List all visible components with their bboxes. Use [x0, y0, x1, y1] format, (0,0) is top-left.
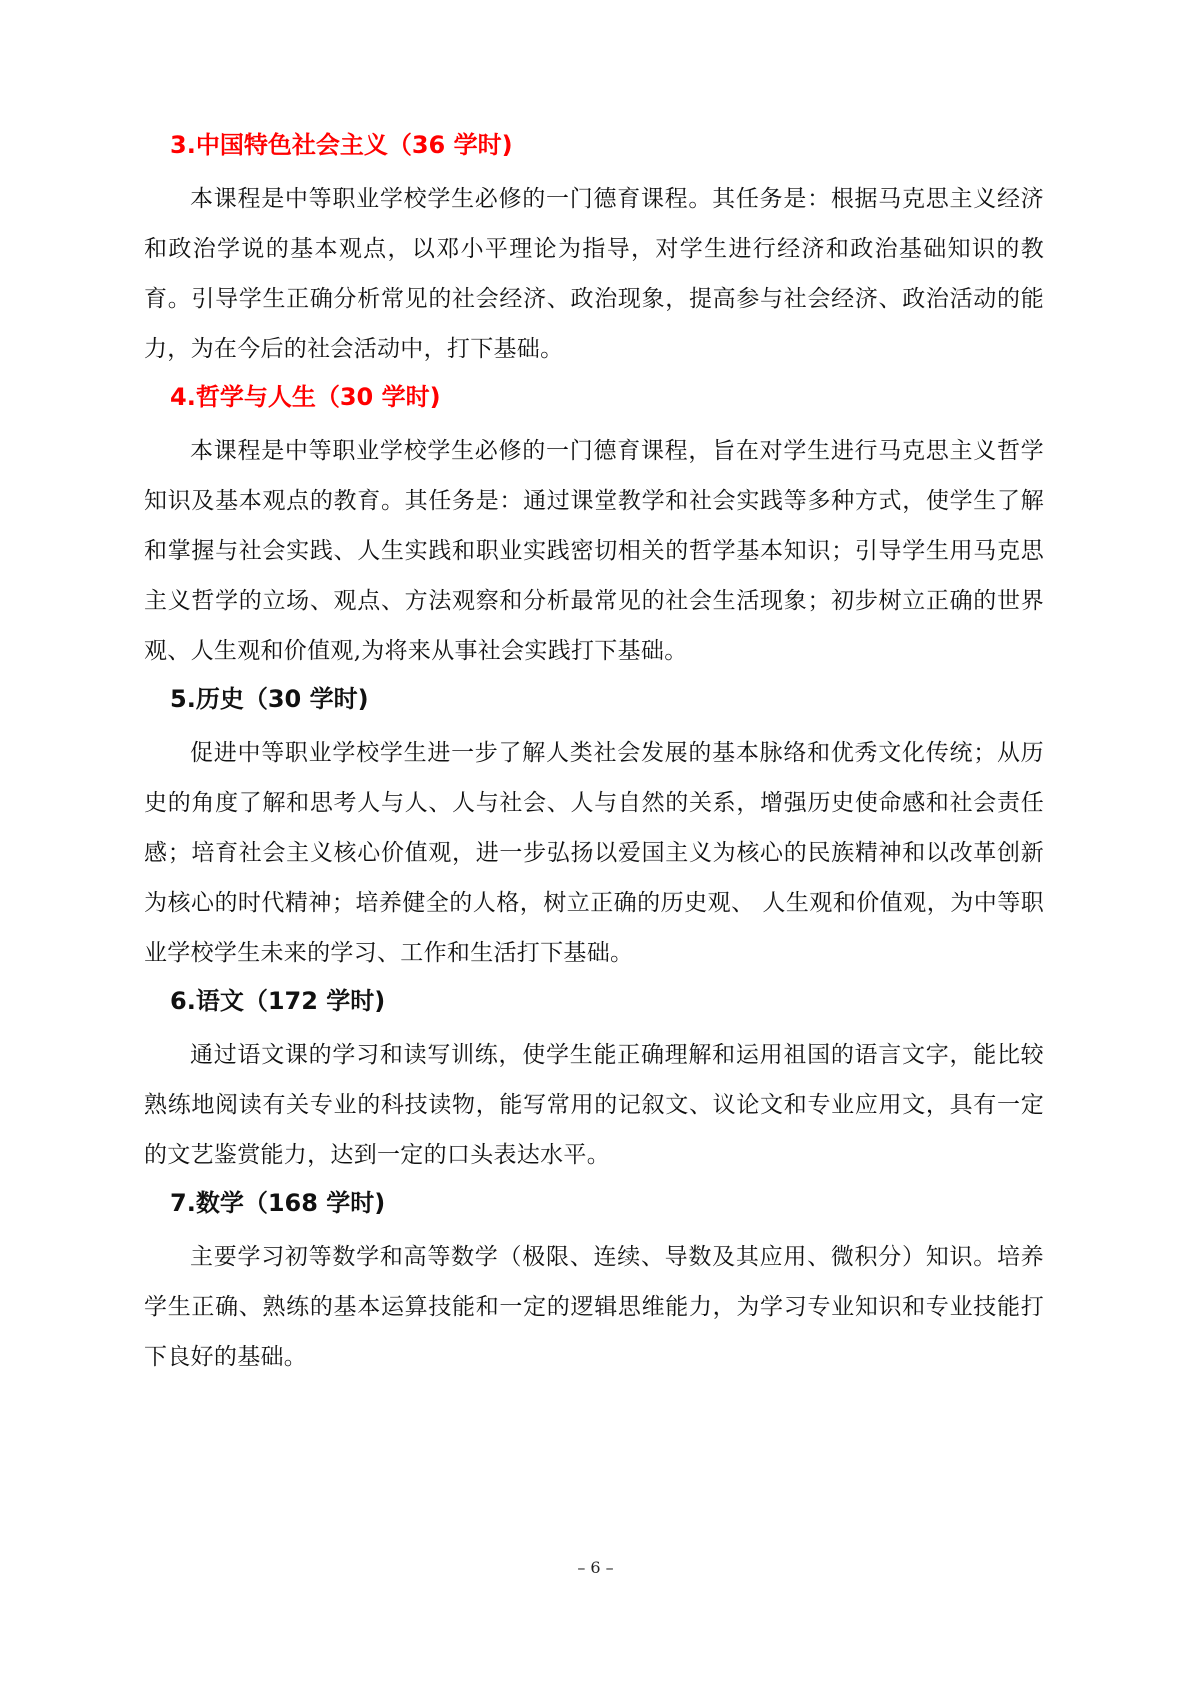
- section-paragraph: 主要学习初等数学和高等数学（极限、连续、导数及其应用、微积分）知识。培养学生正确、熟练的基本运算技能和一定的逻辑思维能力，为学习专业知识和专业技能打下良好的基础。: [144, 1244, 1044, 1370]
- section-history: [144, 682, 1044, 978]
- section-chinese: [144, 984, 1044, 1180]
- section-paragraph: 通过语文课的学习和读写训练，使学生能正确理解和运用祖国的语言文字，能比较熟练地阅读有关专业的科技读物，能写常用的记叙文、议论文和专业应用文，具有一定的文艺鉴赏能力，达到一定的口头表达水平。: [144, 1042, 1044, 1168]
- section-paragraph: 促进中等职业学校学生进一步了解人类社会发展的基本脉络和优秀文化传统；从历史的角度了解和思考人与人、人与社会、人与自然的关系，增强历史使命感和社会责任感；培育社会主义核心价值观，进一步弘扬以爱国主义为核心的民族精神和以改革创新为核心的时代精神；培养健全的人格，树立正确的历史观、 人生观和价值观，为中等职业学校学生未来的学习、工作和生活打下基础。: [144, 740, 1044, 966]
- section-heading: 6.语文（172 学时): [170, 987, 386, 1015]
- section-socialism: [144, 128, 1044, 374]
- section-heading: 5.历史（30 学时): [170, 685, 369, 713]
- section-math: [144, 1186, 1044, 1382]
- section-heading: 3.中国特色社会主义（36 学时): [170, 131, 513, 159]
- document-content: [144, 128, 1044, 1388]
- page-number: – 6 –: [577, 1558, 614, 1577]
- section-philosophy: [144, 380, 1044, 676]
- section-heading: 7.数学（168 学时): [170, 1189, 386, 1217]
- section-heading: 4.哲学与人生（30 学时): [170, 383, 441, 411]
- section-paragraph: 本课程是中等职业学校学生必修的一门德育课程，旨在对学生进行马克思主义哲学知识及基本观点的教育。其任务是：通过课堂教学和社会实践等多种方式，使学生了解和掌握与社会实践、人生实践和职业实践密切相关的哲学基本知识；引导学生用马克思主义哲学的立场、观点、方法观察和分析最常见的社会生活现象；初步树立正确的世界观、人生观和价值观,为将来从事社会实践打下基础。: [144, 438, 1044, 664]
- section-paragraph: 本课程是中等职业学校学生必修的一门德育课程。其任务是：根据马克思主义经济和政治学说的基本观点，以邓小平理论为指导，对学生进行经济和政治基础知识的教育。引导学生正确分析常见的社会经济、政治现象，提高参与社会经济、政治活动的能力，为在今后的社会活动中，打下基础。: [144, 186, 1044, 362]
